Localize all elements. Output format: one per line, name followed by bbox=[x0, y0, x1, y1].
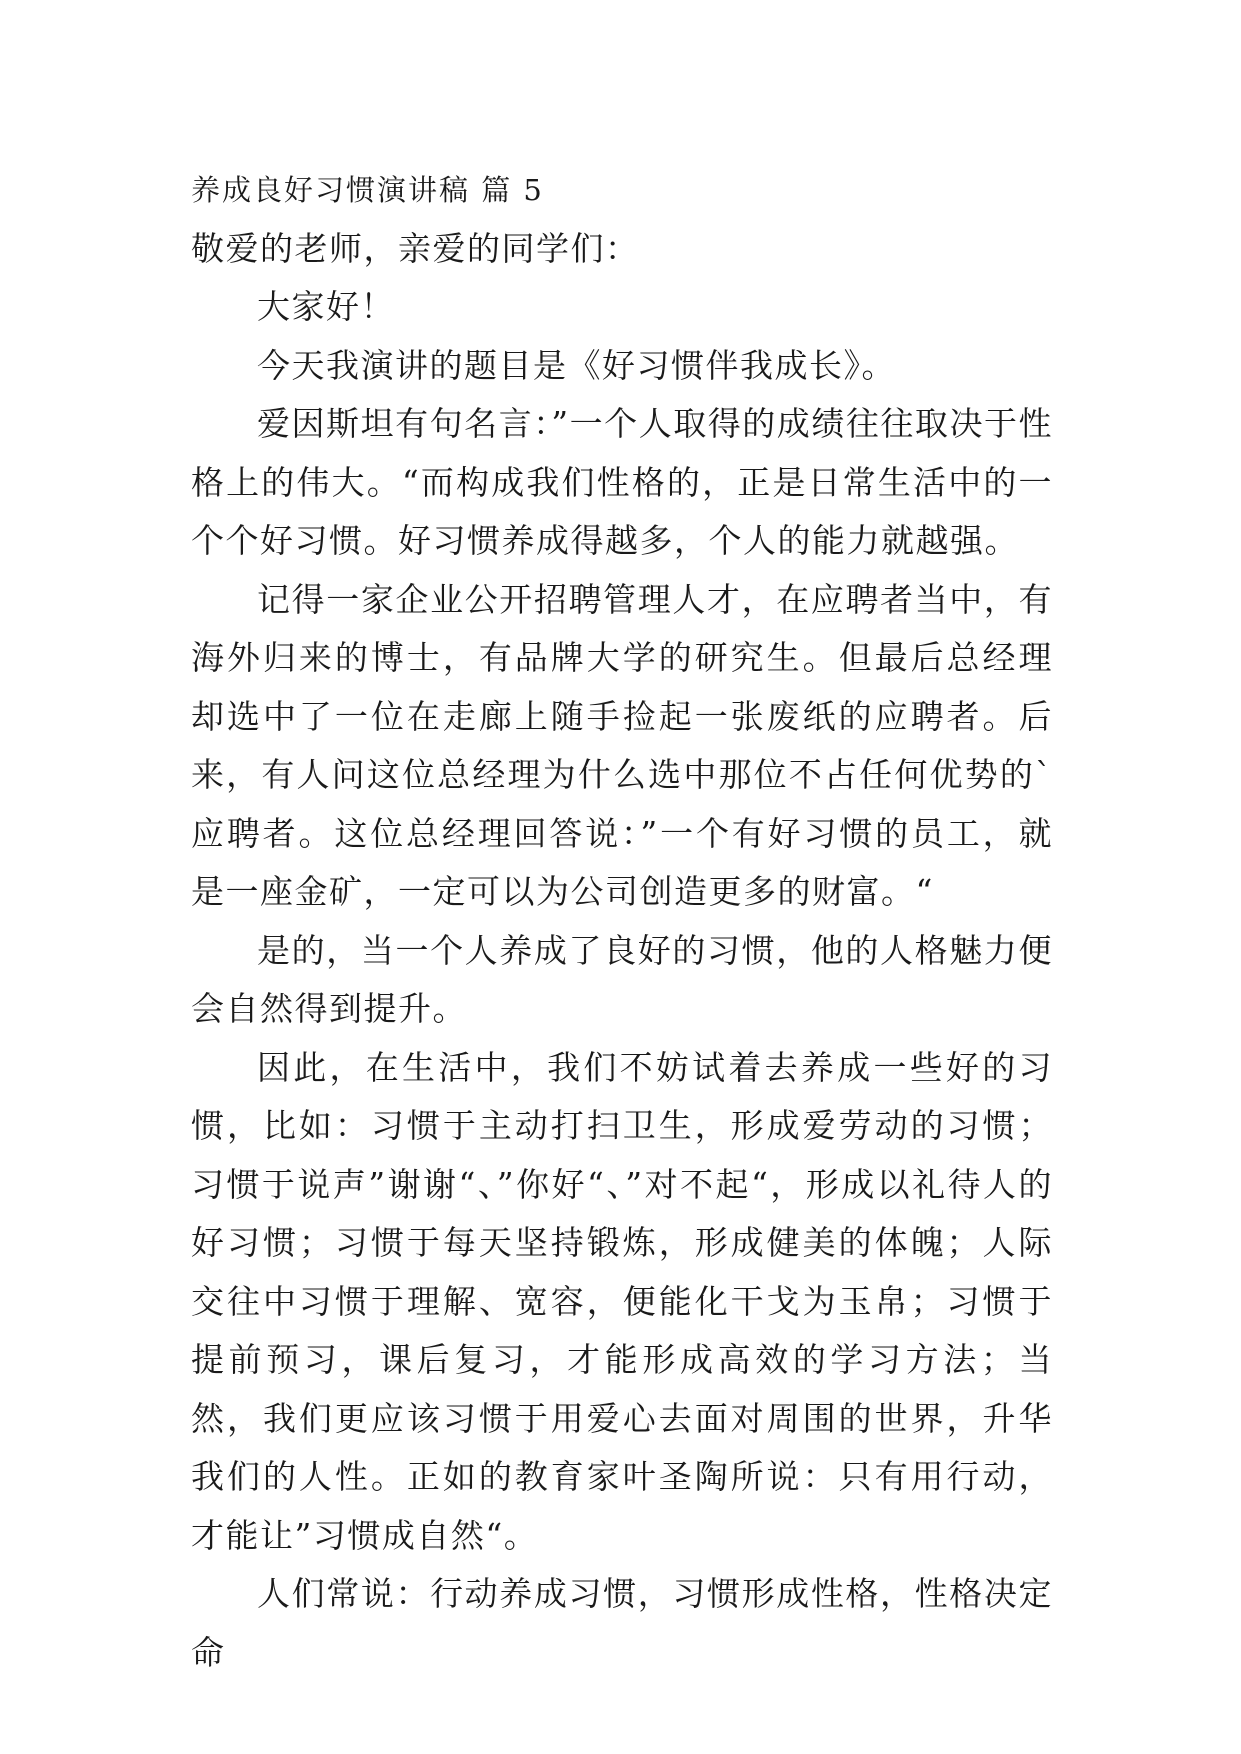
document-body bbox=[191, 160, 1053, 1682]
paragraph-7: 人们常说：行动养成习惯，习惯形成性格，性格决定命 bbox=[191, 1574, 1053, 1672]
paragraph-4: 记得一家企业公开招聘管理人才，在应聘者当中，有海外归来的博士，有品牌大学的研究生。但最后总经理却选中了一位在走廊上随手捡起一张废纸的应聘者。后来，有人问这位总经理为什么选中那位不占任何优势的`应聘者。这位总经理回答说：”一个有好习惯的员工，就是一座金矿，一定可以为公司创造更多的财富。“ bbox=[191, 579, 1053, 911]
greeting-line: 敬爱的老师，亲爱的同学们： bbox=[191, 229, 640, 268]
paragraph-2: 今天我演讲的题目是《好习惯伴我成长》。 bbox=[257, 345, 896, 385]
paragraph-3: 爱因斯坦有句名言：”一个人取得的成绩往往取决于性格上的伟大。“而构成我们性格的，正是日常生活中的一个个好习惯。好习惯养成得越多，个人的能力就越强。 bbox=[191, 404, 1053, 560]
paragraph-1: 大家好！ bbox=[257, 287, 395, 326]
paragraph-5: 是的，当一个人养成了良好的习惯，他的人格魅力便会自然得到提升。 bbox=[191, 930, 1053, 1028]
paragraph-6: 因此，在生活中，我们不妨试着去养成一些好的习惯，比如：习惯于主动打扫卫生，形成爱劳动的习惯；习惯于说声”谢谢“、”你好“、”对不起“，形成以礼待人的好习惯；习惯于每天坚持锻炼，形成健美的体魄；人际交往中习惯于理解、宽容，便能化干戈为玉帛；习惯于提前预习，课后复习，才能形成高效的学习方法；当然，我们更应该习惯于用爱心去面对周围的世界，升华我们的人性。正如的教育家叶圣陶所说：只有用行动，才能让”习惯成自然“。 bbox=[191, 1047, 1053, 1555]
document-title: 养成良好习惯演讲稿 篇 5 bbox=[191, 173, 544, 207]
